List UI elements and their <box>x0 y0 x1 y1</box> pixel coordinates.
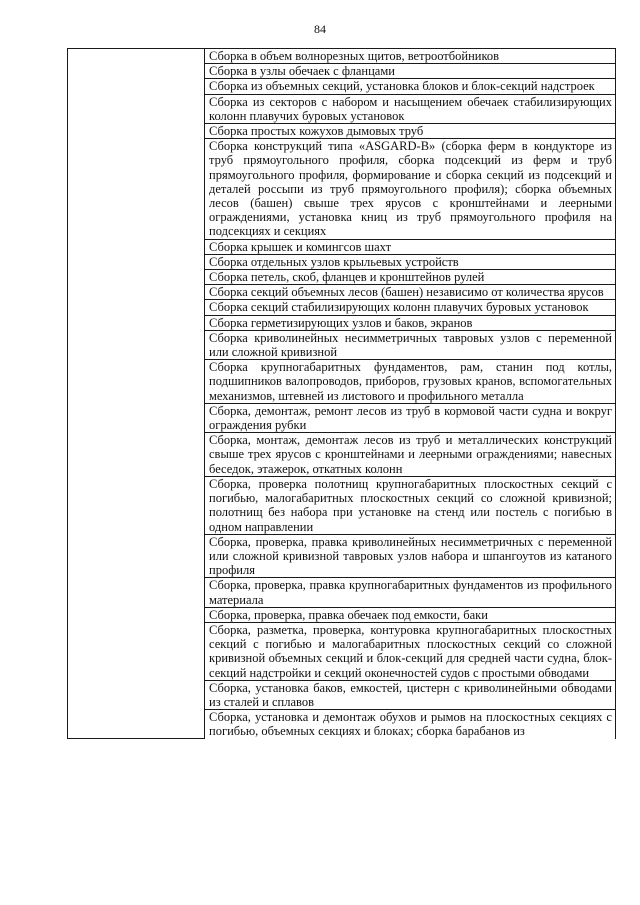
work-description-cell: Сборка крупногабаритных фундаментов, рам, станин под котлы, подшипников валопроводов, приборов, грузовых кранов, вспомогательных механизмов, штевней из листового и профильного металла <box>205 360 616 404</box>
work-types-table <box>67 48 616 739</box>
work-description-cell: Сборка из объемных секций, установка блоков и блок-секций надстроек <box>205 79 616 94</box>
table-row <box>68 49 616 64</box>
work-description-cell: Сборка, проверка, правка криволинейных несимметричных с переменной или сложной кривизной тавровых узлов набора и шпангоутов из катаного профиля <box>205 534 616 578</box>
work-description-cell: Сборка конструкций типа «ASGARD-B» (сборка ферм в кондукторе из труб прямоугольного профиля, сборка подсекций из ферм и труб прямоугольного профиля, формирование и сборка секций из подсекций и деталей россыпи из труб прямоугольного профиля); сборка объемных лесов (башен) свыше трех ярусов с кронштейнами и леерными ограждениями, установка книц из труб прямоугольного профиля на подсекциях и секциях <box>205 139 616 239</box>
work-description-cell: Сборка, разметка, проверка, контуровка крупногабаритных плоскостных секций с погибью и малогабаритных плоскостных секций со сложной кривизной объемных секций и блок-секций для средней части судна, блок-секций надстройки и секций оконечностей судов с простыми обводами <box>205 622 616 680</box>
work-description-cell: Сборка, установка баков, емкостей, цистерн с криволинейными обводами из сталей и сплавов <box>205 680 616 709</box>
work-description-cell: Сборка в узлы обечаек с фланцами <box>205 64 616 79</box>
left-column-cell <box>68 49 205 739</box>
work-description-cell: Сборка, монтаж, демонтаж лесов из труб и металлических конструкций свыше трех ярусов с кронштейнами и леерными ограждениями; навесных беседок, этажерок, откатных колонн <box>205 433 616 477</box>
work-description-cell: Сборка в объем волнорезных щитов, ветроотбойников <box>205 49 616 64</box>
work-description-cell: Сборка отдельных узлов крыльевых устройств <box>205 254 616 269</box>
page-number: 84 <box>314 22 326 36</box>
work-description-cell: Сборка секций стабилизирующих колонн плавучих буровых установок <box>205 300 616 315</box>
work-description-cell: Сборка, проверка, правка крупногабаритных фундаментов из профильного материала <box>205 578 616 607</box>
work-description-cell: Сборка крышек и комингсов шахт <box>205 239 616 254</box>
work-description-cell: Сборка герметизирующих узлов и баков, экранов <box>205 315 616 330</box>
work-description-cell: Сборка из секторов с набором и насыщением обечаек стабилизирующих колонн плавучих буровых установок <box>205 94 616 123</box>
work-description-cell: Сборка, установка и демонтаж обухов и рымов на плоскостных секциях с погибью, объемных секциях и блоках; сборка барабанов из <box>205 710 616 739</box>
work-description-cell: Сборка петель, скоб, фланцев и кронштейнов рулей <box>205 270 616 285</box>
work-description-cell: Сборка криволинейных несимметричных тавровых узлов с переменной или сложной кривизной <box>205 330 616 359</box>
work-description-cell: Сборка, проверка, правка обечаек под емкости, баки <box>205 607 616 622</box>
work-description-cell: Сборка секций объемных лесов (башен) независимо от количества ярусов <box>205 285 616 300</box>
work-description-cell: Сборка простых кожухов дымовых труб <box>205 124 616 139</box>
work-description-cell: Сборка, проверка полотнищ крупногабаритных плоскостных секций с погибью, малогабаритных плоскостных секций со сложной кривизной; полотнищ без набора при установке на стенд или постель с погибью в одном направлении <box>205 476 616 534</box>
work-description-cell: Сборка, демонтаж, ремонт лесов из труб в кормовой части судна и вокруг ограждения рубки <box>205 403 616 432</box>
